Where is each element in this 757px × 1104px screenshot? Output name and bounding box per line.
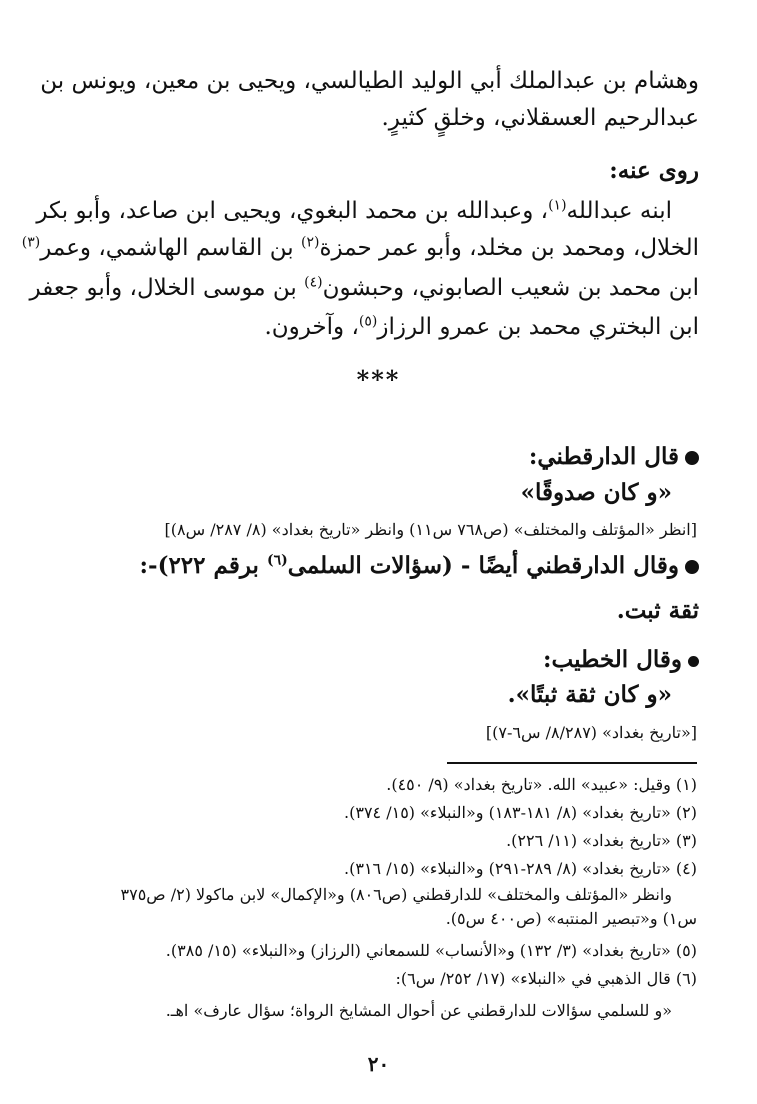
footnote-ref: (٥) xyxy=(358,313,378,330)
footnote: (٥) «تاريخ بغداد» (٣/ ١٣٢) و«الأنساب» للسمعاني (الرزاز) و«النبلاء» (١٥/ ٣٨٥). xyxy=(165,941,697,960)
footnote-ref: (٤) xyxy=(304,274,323,291)
body-line: وهشام بن عبدالملك أبي الوليد الطيالسي، ويحيى بن معين، ويونس بن xyxy=(40,68,699,94)
footnote-ref: (١) xyxy=(548,197,567,214)
section-separator: *** xyxy=(356,365,401,394)
footnote: (٤) «تاريخ بغداد» (٨/ ٢٨٩-٢٩١) و«النبلاء» (١٥/ ٣١٦). xyxy=(344,859,697,878)
reference: [«تاريخ بغداد» (٨/٢٨٧/ س٦-٧)] xyxy=(485,723,697,742)
narrators-heading: روى عنه: xyxy=(609,157,699,184)
section-heading-daraqutni-2: وقال الدارقطني أيضًا - (سؤالات السلمى$^{(٦)}$ برقم ٢٢٢)-: xyxy=(140,551,699,581)
footnote: (٦) قال الذهبي في «النبلاء» (١٧/ ٢٥٢/ س٦): xyxy=(395,969,697,988)
body-line: عبدالرحيم العسقلاني، وخلقٍ كثيرٍ. xyxy=(381,105,699,131)
body-line: الخلال، ومحمد بن مخلد، وأبو عمر حمزة$^{(٢)}$ بن القاسم الهاشمي، وعمر$^{(٣)}$ xyxy=(21,234,699,261)
footnote-ref: (٢) xyxy=(300,234,320,251)
verdict: ثقة ثبت. xyxy=(616,597,699,624)
section-heading-khatib: وقال الخطيب: xyxy=(543,645,699,675)
body-line: ابن محمد بن شعيب الصابوني، وحبشون$^{(٤)}$ بن موسى الخلال، وأبو جعفر xyxy=(29,274,699,301)
footnote-ref: (٦) xyxy=(266,552,288,569)
body-line: ابن البختري محمد بن عمرو الرزاز$^{(٥)}$، وآخرون. xyxy=(264,313,699,340)
footnote: وانظر «المؤتلف والمختلف» للدارقطني (ص٨٠٦) و«الإكمال» لابن ماكولا (٢/ ص٣٧٥ xyxy=(120,885,672,904)
bullet-icon xyxy=(685,451,699,465)
footnote: (٢) «تاريخ بغداد» (٨/ ١٨١-١٨٣) و«النبلاء» (١٥/ ٣٧٤). xyxy=(344,803,697,822)
quote: «و كان ثقة ثبتًا». xyxy=(507,681,672,708)
body-line: ابنه عبدالله$^{(١)}$، وعبدالله بن محمد البغوي، ويحيى ابن صاعد، وأبو بكر xyxy=(36,197,672,224)
page-number: ٢٠ xyxy=(367,1052,390,1076)
bullet-icon xyxy=(685,560,699,574)
section-heading-daraqutni: قال الدارقطني: xyxy=(529,442,699,472)
quote: «و كان صدوقًا» xyxy=(520,479,672,506)
footnote: س١) و«تبصير المنتبه» (ص٤٠٠ س٥). xyxy=(445,909,697,928)
footnote-divider xyxy=(447,762,697,764)
footnote: (١) وقيل: «عبيد» الله. «تاريخ بغداد» (٩/ ٤٥٠). xyxy=(386,775,697,794)
footnote: «و للسلمي سؤالات للدارقطني عن أحوال المشايخ الرواة؛ سؤال عارف» اهـ. xyxy=(165,1001,672,1020)
footnote-ref: (٣) xyxy=(21,234,41,251)
bullet-icon xyxy=(688,656,699,667)
reference: [انظر «المؤتلف والمختلف» (ص٧٦٨ س١١) وانظر «تاريخ بغداد» (٨/ ٢٨٧/ س٨)] xyxy=(164,520,697,539)
footnote: (٣) «تاريخ بغداد» (١١/ ٢٢٦). xyxy=(506,831,697,850)
